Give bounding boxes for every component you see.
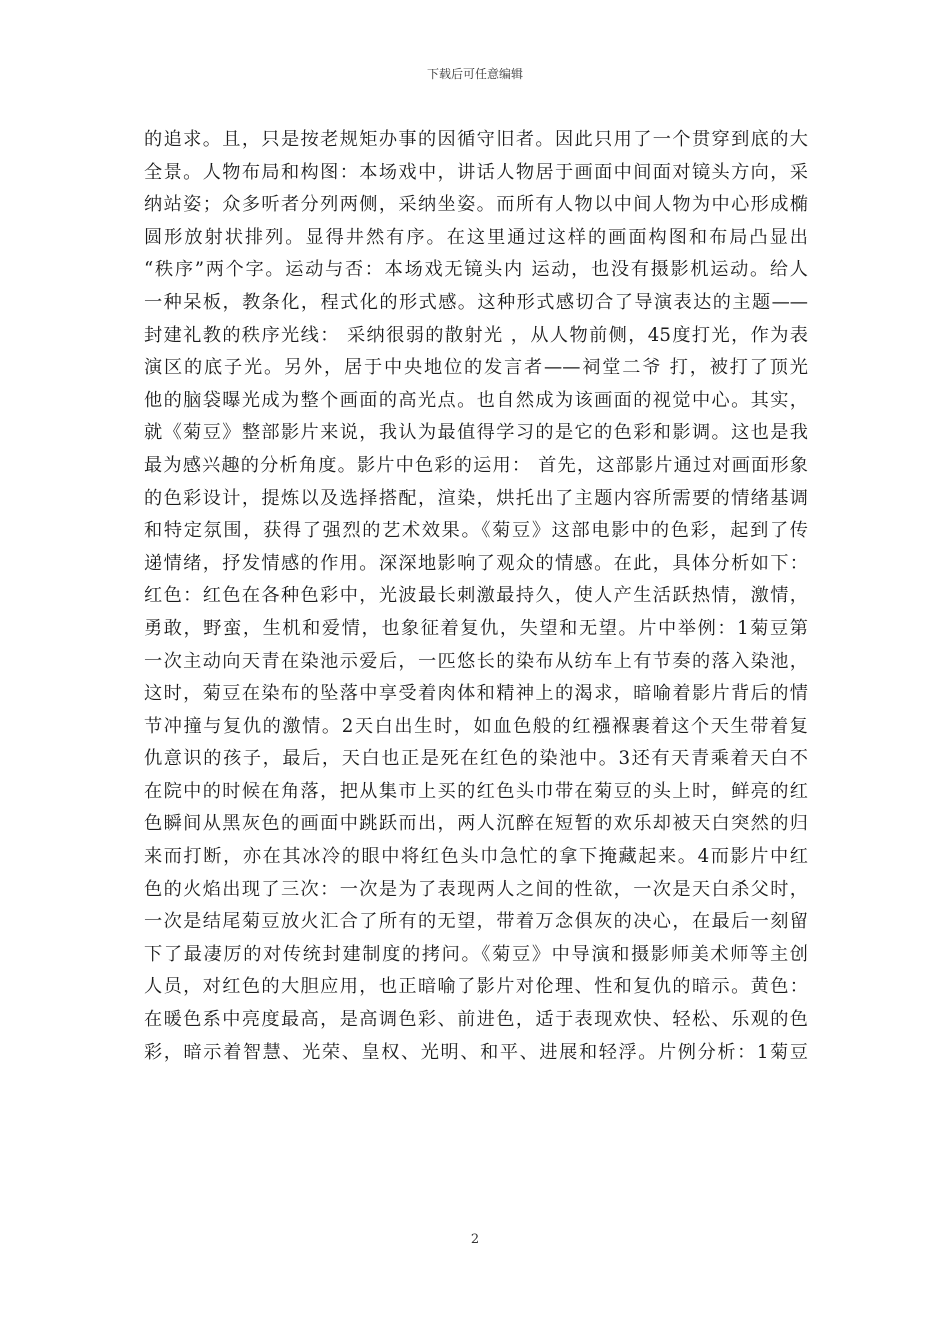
text-line: 的追求。且，只是按老规矩办事的因循守旧者。因此只用了一个贯穿到底的大 [144, 129, 808, 150]
text-line: 彩，暗示着智慧、光荣、皇权、光明、和平、进展和轻浮。片例分析：1菊豆 [144, 1041, 808, 1063]
text-line: 的色彩设计，提炼以及选择搭配，渲染，烘托出了主题内容所需要的情绪基调 [144, 487, 808, 509]
text-line: 在院中的时候在角落，把从集市上买的红色头巾带在菊豆的头上时，鲜亮的红 [144, 780, 808, 802]
body-text [144, 124, 808, 1069]
text-line: 一次主动向天青在染池示爱后，一匹悠长的染布从纺车上有节奏的落入染池， [144, 650, 808, 672]
text-line: 一种呆板，教条化，程式化的形式感。这种形式感切合了导演表达的主题—— [144, 291, 808, 313]
text-line: 节冲撞与复仇的激情。2天白出生时，如血色般的红襁褓裹着这个天生带着复 [144, 715, 808, 737]
text-line: 这时，菊豆在染布的坠落中享受着肉体和精神上的渴求，暗喻着影片背后的情 [144, 683, 808, 705]
text-line: 圆形放射状排列。显得井然有序。在这里通过这样的画面构图和布局凸显出 [144, 226, 808, 248]
text-line: 仇意识的孩子，最后，天白也正是死在红色的染池中。3还有天青乘着天白不 [144, 748, 808, 770]
text-line: 人员，对红色的大胆应用，也正暗喻了影片对伦理、性和复仇的暗示。黄色： [144, 976, 808, 998]
text-line: 和特定氛围，获得了强烈的艺术效果。《菊豆》这部电影中的色彩，起到了传 [144, 520, 808, 542]
text-line: 纳站姿；众多听者分列两侧，采纳坐姿。而所有人物以中间人物为中心形成椭 [144, 194, 808, 216]
text-line: 全景。人物布局和构图：本场戏中，讲话人物居于画面中间面对镜头方向，采 [144, 161, 808, 183]
text-line: 封建礼教的秩序光线： 采纳很弱的散射光 ，从人物前侧，45度打光，作为表 [144, 324, 808, 346]
text-line: 一次是结尾菊豆放火汇合了所有的无望，带着万念俱灰的决心，在最后一刻留 [144, 911, 808, 933]
text-line: 色的火焰出现了三次：一次是为了表现两人之间的性欲，一次是天白杀父时， [144, 878, 808, 900]
page-number: 2 [470, 1232, 480, 1247]
text-line: 下了最凄厉的对传统封建制度的拷问。《菊豆》中导演和摄影师美术师等主创 [144, 943, 808, 965]
text-line: 他的脑袋曝光成为整个画面的高光点。也自然成为该画面的视觉中心。其实， [144, 389, 808, 411]
text-line: 在暖色系中亮度最高，是高调色彩、前进色，适于表现欢快、轻松、乐观的色 [144, 1009, 808, 1031]
text-line: 来而打断，亦在其冰冷的眼中将红色头巾急忙的拿下掩藏起来。4而影片中红 [144, 846, 808, 868]
text-line: 最为感兴趣的分析角度。影片中色彩的运用： 首先，这部影片通过对画面形象 [144, 454, 808, 476]
text-line: 递情绪，抒发情感的作用。深深地影响了观众的情感。在此，具体分析如下： [144, 552, 808, 574]
text-line: 就《菊豆》整部影片来说，我认为最值得学习的是它的色彩和影调。这也是我 [144, 422, 808, 444]
text-line: 红色：红色在各种色彩中，光波最长刺激最持久，使人产生活跃热情，激情， [144, 585, 808, 607]
text-line: 演区的底子光。另外，居于中央地位的发言者——祠堂二爷 打，被打了顶光 [144, 357, 808, 379]
text-line: 色瞬间从黑灰色的画面中跳跃而出，两人沉醉在短暂的欢乐却被天白突然的归 [144, 813, 808, 835]
page-header: 下载后可任意编辑 [426, 67, 523, 81]
text-line: “秩序”两个字。运动与否：本场戏无镜头内 运动，也没有摄影机运动。给人 [144, 259, 808, 281]
text-line: 勇敢，野蛮，生机和爱情，也象征着复仇，失望和无望。片中举例：1菊豆第 [144, 617, 808, 639]
